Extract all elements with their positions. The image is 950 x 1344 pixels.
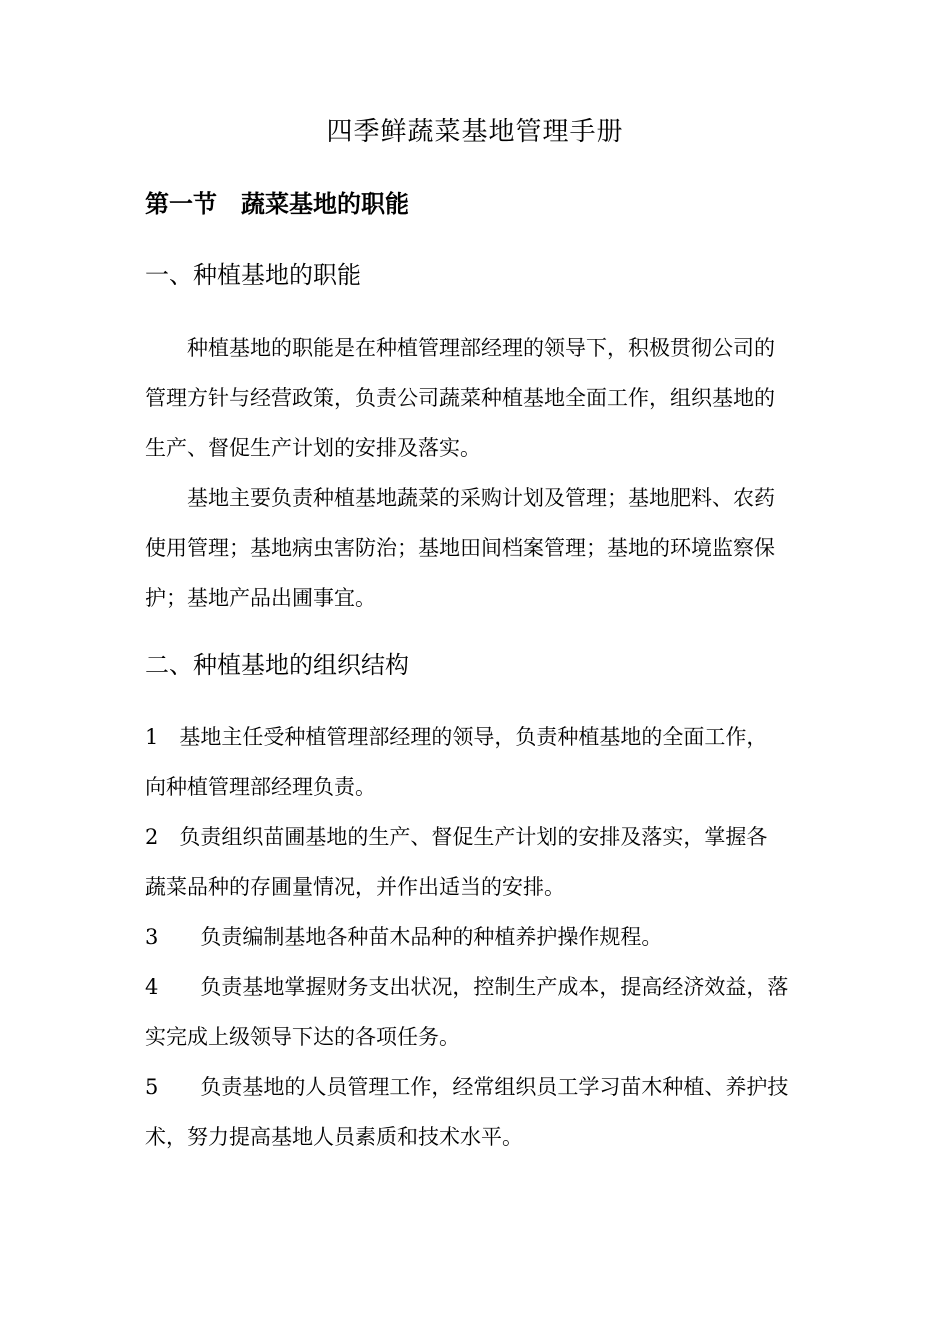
paragraph-line: 生产、督促生产计划的安排及落实。 [145,436,481,460]
list-item [145,1062,809,1162]
paragraph-line: 护；基地产品出圃事宜。 [145,586,376,610]
paragraph-line: 使用管理；基地病虫害防治；基地田间档案管理；基地的环境监察保 [145,536,775,560]
list-item [145,912,809,962]
list-item-line: 向种植管理部经理负责。 [145,775,376,799]
paragraph-line: 基地主要负责种植基地蔬菜的采购计划及管理；基地肥料、农药 [145,486,775,510]
subsection-heading-structure: 二、种植基地的组织结构 [145,651,409,679]
section-heading: 第一节 蔬菜基地的职能 [145,190,409,218]
paragraph-line: 管理方针与经营政策，负责公司蔬菜种植基地全面工作，组织基地的 [145,386,775,410]
list-item-line: 术，努力提高基地人员素质和技术水平。 [145,1125,523,1149]
list-item-line: 实完成上级领导下达的各项任务。 [145,1025,460,1049]
subsection-heading-functions: 一、种植基地的职能 [145,261,361,289]
list-item-line: 蔬菜品种的存圃量情况，并作出适当的安排。 [145,875,565,899]
list-item-line: 5 负责基地的人员管理工作，经常组织员工学习苗木种植、养护技 [145,1075,789,1099]
list-item-line: 4 负责基地掌握财务支出状况，控制生产成本，提高经济效益，落 [145,975,789,999]
paragraph-line: 种植基地的职能是在种植管理部经理的领导下，积极贯彻公司的 [145,336,775,360]
structure-list [145,712,809,1162]
document-title: 四季鲜蔬菜基地管理手册 [326,117,624,147]
list-item [145,812,809,912]
list-item-line: 3 负责编制基地各种苗木品种的种植养护操作规程。 [145,925,663,949]
list-item [145,962,809,1062]
list-item-line: 2 负责组织苗圃基地的生产、督促生产计划的安排及落实，掌握各 [145,825,768,849]
paragraph-functions [145,323,809,473]
list-item [145,712,809,812]
list-item-line: 1 基地主任受种植管理部经理的领导，负责种植基地的全面工作， [145,725,768,749]
paragraph-responsibilities [145,473,809,623]
